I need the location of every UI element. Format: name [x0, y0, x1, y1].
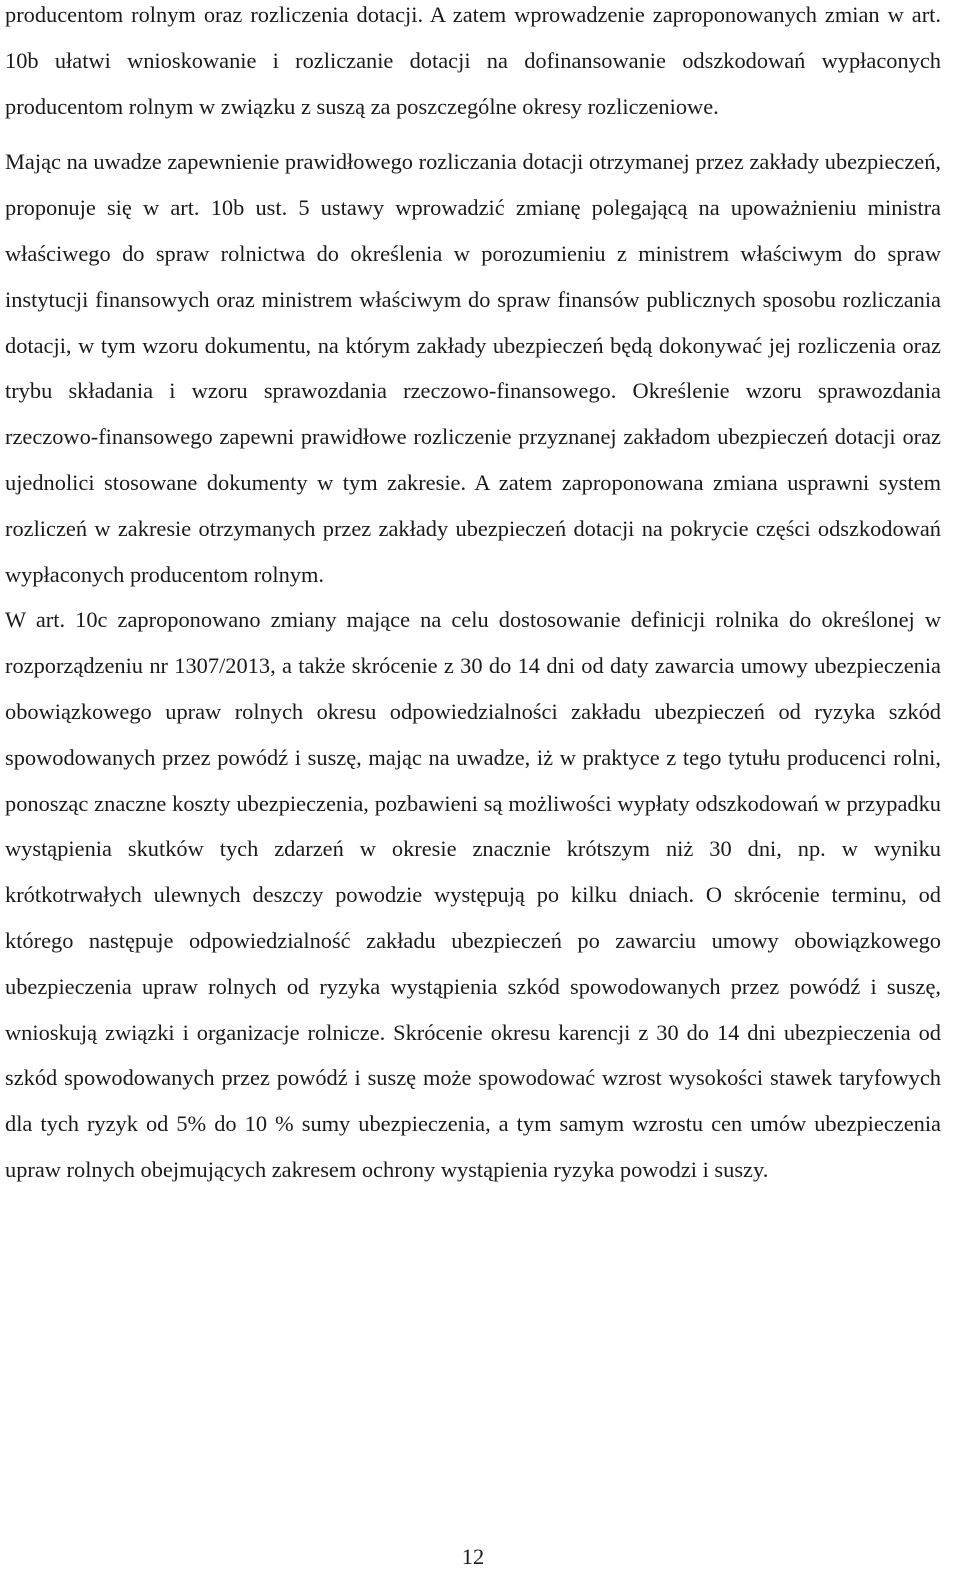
paragraph-2: Mając na uwadze zapewnienie prawidłowego rozliczania dotacji otrzymanej przez zakłady ubezpieczeń, proponuje się w art. 10b ust. 5 ustawy wprowadzić zmianę polegającą na upoważnieniu ministra właściwego do spraw rolnictwa do określenia w porozumieniu z ministrem właściwym do spraw instytucji finansowych oraz ministrem właściwym do spraw finansów publicznych sposobu rozliczania dotacji, w tym wzoru dokumentu, na którym zakłady ubezpieczeń będą dokonywać jej rozliczenia oraz trybu składania i wzoru sprawozdania rzeczowo-finansowego. Określenie wzoru sprawozdania rzeczowo-finansowego zapewni prawidłowe rozliczenie przyznanej zakładom ubezpieczeń dotacji oraz ujednolici stosowane dokumenty w tym zakresie. A zatem zaproponowana zmiana usprawni system rozliczeń w zakresie otrzymanych przez zakłady ubezpieczeń dotacji na pokrycie części odszkodowań wypłaconych producentom rolnym. — [5, 149, 941, 587]
document-page — [5, 0, 941, 1193]
paragraph-3: W art. 10c zaproponowano zmiany mające na celu dostosowanie definicji rolnika do określonej w rozporządzeniu nr 1307/2013, a także skrócenie z 30 do 14 dni od daty zawarcia umowy ubezpieczenia obowiązkowego upraw rolnych okresu odpowiedzialności zakładu ubezpieczeń od ryzyka szkód spowodowanych przez powódź i suszę, mając na uwadze, iż w praktyce z tego tytułu producenci rolni, ponosząc znaczne koszty ubezpieczenia, pozbawieni są możliwości wypłaty odszkodowań w przypadku wystąpienia skutków tych zdarzeń w okresie znacznie krótszym niż 30 dni, np. w wyniku krótkotrwałych ulewnych deszczy powodzie występują po kilku dniach. O skrócenie terminu, od którego następuje odpowiedzialność zakładu ubezpieczeń po zawarciu umowy obowiązkowego ubezpieczenia upraw rolnych od ryzyka wystąpienia szkód spowodowanych przez powódź i suszę, wnioskują związki i organizacje rolnicze. Skrócenie okresu karencji z 30 do 14 dni ubezpieczenia od szkód spowodowanych przez powódź i suszę może spowodować wzrost wysokości stawek taryfowych dla tych ryzyk od 5% do 10 % sumy ubezpieczenia, a tym samym wzrostu cen umów ubezpieczenia upraw rolnych obejmujących zakresem ochrony wystąpienia ryzyka powodzi i suszy. — [5, 607, 941, 1182]
page-number: 12 — [461, 1544, 485, 1569]
paragraph-1: producentom rolnym oraz rozliczenia dotacji. A zatem wprowadzenie zaproponowanych zmian w art. 10b ułatwi wnioskowanie i rozliczanie dotacji na dofinansowanie odszkodowań wypłaconych producentom rolnym w związku z suszą za poszczególne okresy rozliczeniowe. — [5, 2, 941, 119]
